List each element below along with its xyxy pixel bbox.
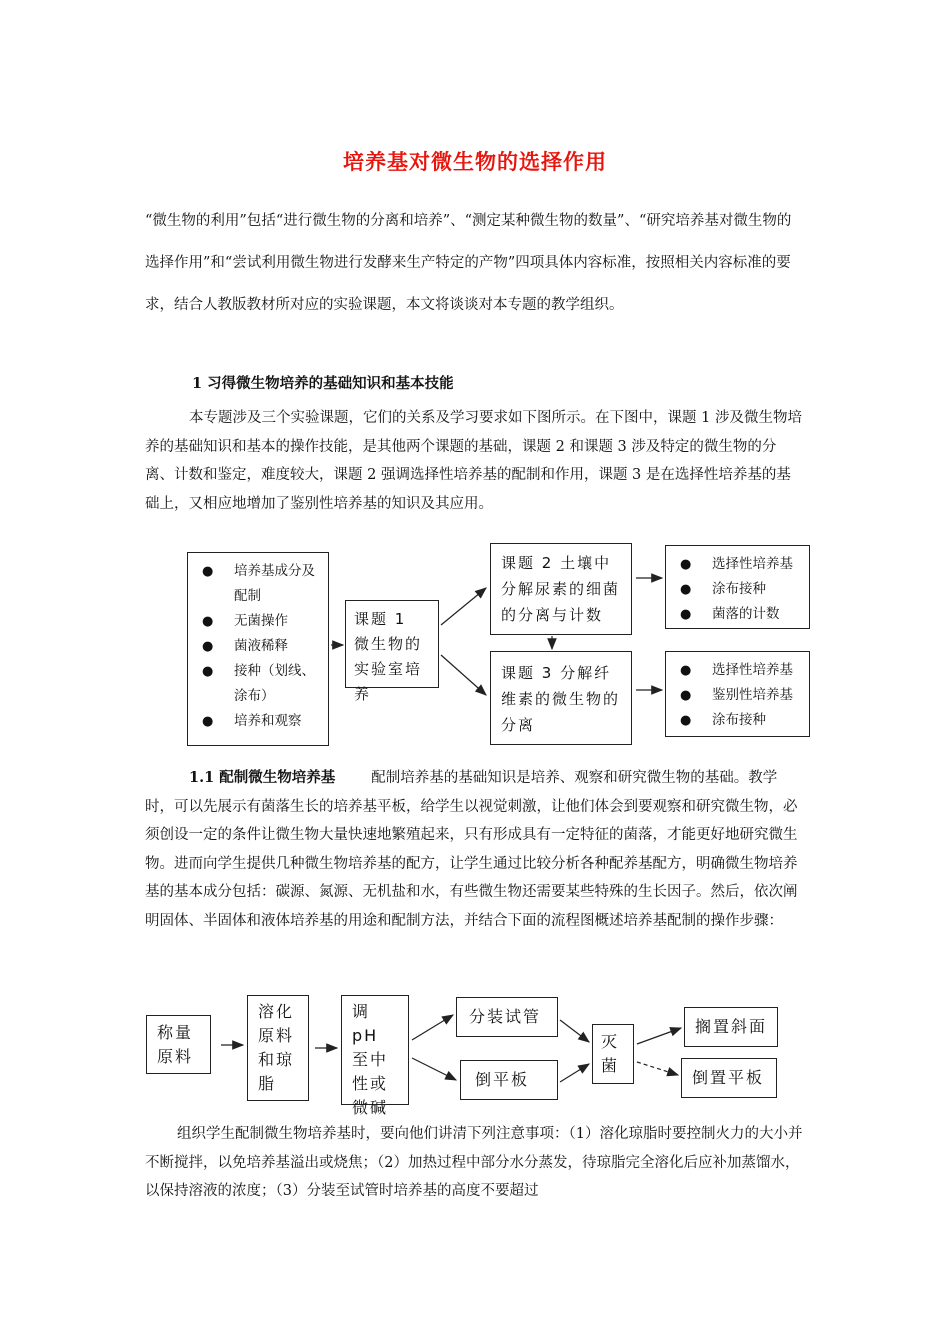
flow-invert-box: 倒置平板 bbox=[681, 1058, 777, 1098]
topic-2-item: ● 菌落的计数 bbox=[680, 606, 780, 622]
basics-item: ● 菌液稀释 bbox=[202, 638, 288, 654]
topic-3-box: 课题 3 分解纤维素的微生物的分离 bbox=[490, 651, 632, 745]
flow-ph-box: 调 pH 至中性或微碱 bbox=[341, 995, 409, 1105]
basics-item: ● 培养基成分及配制 bbox=[202, 563, 315, 604]
section-1-1-paragraph: 1.1 配制微生物培养基 配制培养基的基础知识是培养、观察和研究微生物的基础。教学时，可以先展示有菌落生长的培养基平板，给学生以视觉刺激，让他们体会到要观察和研究微生物，必须创设一定的条件让微生物大量快速地繁殖起来，只有形成具有一定特征的菌落，才能更好地研究微生物。进而向学生提供几种微生物培养基的配方，让学生通过比较分析各种配养基配方，明确微生物培养基的基本成分包括：碳源、氮源、无机盐和水，有些微生物还需要某些特殊的生长因子。然后，依次阐明固体、半固体和液体培养基的用途和配制方法，并结合下面的流程图概述培养基配制的操作步骤： bbox=[145, 769, 798, 929]
topic-3-item: ● 涂布接种 bbox=[680, 712, 766, 728]
basics-item: ● 接种（划线、涂布） bbox=[202, 663, 315, 704]
flow-sterilize-box: 灭菌 bbox=[592, 1024, 634, 1084]
basics-item: ● 培养和观察 bbox=[202, 713, 302, 729]
basics-item: ● 无菌操作 bbox=[202, 613, 288, 629]
flow-dissolve-box: 溶化原料和琼脂 bbox=[247, 995, 309, 1101]
intro-paragraph: “微生物的利用”包括“进行微生物的分离和培养”、“测定某种微生物的数量”、“研究培养基对微生物的选择作用”和“尝试利用微生物进行发酵来生产特定的产物”四项具体内容标准，按照相关内容标准的要求，结合人教版教材所对应的实验课题，本文将谈谈对本专题的教学组织。 bbox=[145, 213, 792, 313]
topic-3-item: ● 选择性培养基 bbox=[680, 662, 793, 678]
flow-dispense-box: 分装试管 bbox=[456, 997, 558, 1037]
flow-weigh-box: 称量原料 bbox=[146, 1015, 211, 1074]
topic-1-box: 课题 1 微生物的实验室培养 bbox=[345, 600, 439, 688]
section-1-1-heading: 1.1 配制微生物培养基 bbox=[189, 769, 336, 786]
topic-3-item: ● 鉴别性培养基 bbox=[680, 687, 793, 703]
section-1-paragraph: 本专题涉及三个实验课题，它们的关系及学习要求如下图所示。在下图中，课题 1 涉及微生物培养的基础知识和基本的操作技能，是其他两个课题的基础，课题 2 和课题 3 涉及特定的微生物的分离、计数和鉴定，难度较大，课题 2 强调选择性培养基的配制和作用，课题 3 是在选择性培养基的基础上，又相应地增加了鉴别性培养基的知识及其应用。 bbox=[145, 410, 802, 512]
topics-arrows bbox=[331, 578, 662, 695]
document-title: 培养基对微生物的选择作用 bbox=[343, 150, 607, 174]
flow-pour-plate-box: 倒平板 bbox=[460, 1060, 558, 1100]
last-paragraph: 组织学生配制微生物培养基时，要向他们讲清下列注意事项：（1）溶化琼脂时要控制火力的大小并不断搅拌，以免培养基溢出或烧焦；（2）加热过程中部分水分蒸发，待琼脂完全溶化后应补加蒸馏水，以保持溶液的浓度；（3）分装至试管时培养基的高度不要超过 bbox=[145, 1126, 803, 1199]
topic-2-item: ● 涂布接种 bbox=[680, 581, 766, 597]
flow-arrows bbox=[221, 1015, 681, 1082]
topic-2-box: 课题 2 土壤中分解尿素的细菌的分离与计数 bbox=[490, 543, 632, 635]
topic-2-item: ● 选择性培养基 bbox=[680, 556, 793, 572]
flow-slant-box: 搁置斜面 bbox=[684, 1007, 778, 1047]
section-1-heading: 1 习得微生物培养的基础知识和基本技能 bbox=[192, 375, 454, 392]
